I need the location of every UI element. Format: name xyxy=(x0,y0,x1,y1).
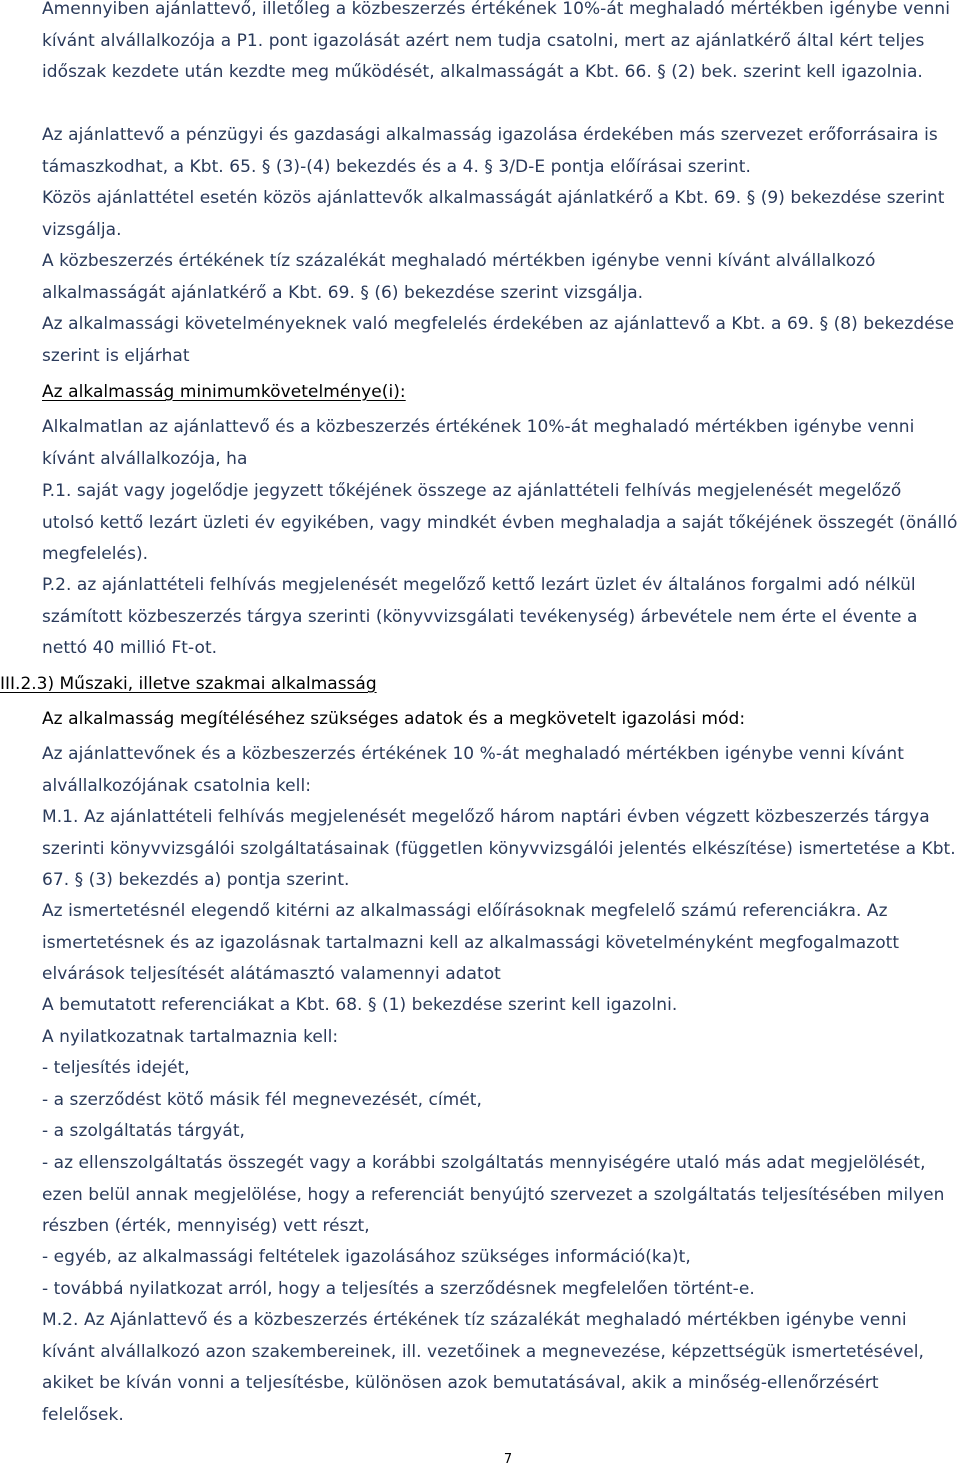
paragraph-unfit: Alkalmatlan az ajánlattevő és a közbeszerzés értékének 10%-át meghaladó mértékben igénybe venni kívánt alvállalkozója, ha xyxy=(42,417,915,469)
list-item: - teljesítés idejét, xyxy=(42,1058,190,1078)
paragraph-references: Az ismertetésnél elegendő kitérni az alkalmassági előírásoknak megfelelő számú referenciákra. Az ismertetésnek és az igazolásnak tartalmazni kell az alkalmassági követelményként megfogalmazott elvárások teljesítését alátámasztó valamennyi adatot xyxy=(42,901,900,984)
paragraph-m2: M.2. Az Ajánlattevő és a közbeszerzés értékének tíz százalékát meghaladó mértékben igénybe venni kívánt alvállalkozó azon szakembereinek, ill. vezetőinek a megnevezése, képzettségük ismertetésével, akiket be kíván vonni a teljesítésbe, különösen azok bemutatásával, akik a minőség-ellenőrzésért felelősek. xyxy=(42,1310,924,1425)
min-requirements-heading-text: Az alkalmasság minimumkövetelménye(i): xyxy=(42,382,406,402)
paragraph-must-attach: Az ajánlattevőnek és a közbeszerzés értékének 10 %-át meghaladó mértékben igénybe venni kívánt alvállalkozójának csatolnia kell: xyxy=(42,744,904,796)
paragraph-declaration-intro: A nyilatkozatnak tartalmaznia kell: xyxy=(42,1027,339,1047)
paragraph-compliance: Az alkalmassági követelményeknek való megfelelés érdekében az ajánlattevő a Kbt. a 69. § (8) bekezdése szerint is eljárhat xyxy=(42,314,955,366)
paragraph-resources: Az ajánlattevő a pénzügyi és gazdasági alkalmasság igazolása érdekében más szervezet erőforrásaira is támaszkodhat, a Kbt. 65. § (3)-(4) bekezdés és a 4. § 3/D-E pontja előírásai szerint. xyxy=(42,125,938,177)
list-item: - egyéb, az alkalmassági feltételek igazolásához szükséges információ(ka)t, xyxy=(42,1247,691,1267)
min-requirements-heading xyxy=(42,377,958,409)
section-title-text: III.2.3) Műszaki, illetve szakmai alkalmasság xyxy=(0,674,377,694)
section-title xyxy=(0,669,377,701)
paragraph-late-start: Amennyiben ajánlattevő, illetőleg a közbeszerzés értékének 10%-át meghaladó mértékben igénybe venni kívánt alvállalkozója a P1. pont igazolását azért nem tudja csatolni, mert az ajánlatkérő által kért teljes időszak kezdete után kezdte meg működését, alkalmasságát a Kbt. 66. § (2) bek. szerint kell igazolnia. xyxy=(42,0,951,82)
page-number: 7 xyxy=(503,1452,513,1467)
list-item: - továbbá nyilatkozat arról, hogy a teljesítés a szerződésnek megfelelően történt-e. xyxy=(42,1279,755,1299)
list-item: - a szerződést kötő másik fél megnevezését, címét, xyxy=(42,1090,482,1110)
paragraph-m1: M.1. Az ajánlattételi felhívás megjelenését megelőző három naptári évben végzett közbeszerzés tárgya szerinti könyvvizsgálói szolgáltatásainak (független könyvvizsgálói jelentés elkészítése) ismertetése a Kbt. 67. § (3) bekezdés a) pontja szerint. xyxy=(42,807,956,890)
paragraph-p1: P.1. saját vagy jogelődje jegyzett tőkéjének összege az ajánlattételi felhívás megjelenését megelőző utolsó kettő lezárt üzleti év egyikében, vagy mindkét évben meghaladja a saját tőkéjének összegét (önálló megfelelés). xyxy=(42,481,958,564)
list-item: - az ellenszolgáltatás összegét vagy a korábbi szolgáltatás mennyiségére utaló más adat megjelölését, ezen belül annak megjelölése, hogy a referenciát benyújtó szervezet a szolgáltatás teljesítésében milyen részben (érték, mennyiség) vett részt, xyxy=(42,1153,945,1236)
paragraph-joint-tender: Közös ajánlattétel esetén közös ajánlattevők alkalmasságát ajánlatkérő a Kbt. 69. § (9) bekezdése szerint vizsgálja. xyxy=(42,188,945,240)
data-requirements-heading: Az alkalmasság megítéléséhez szükséges adatok és a megkövetelt igazolási mód: xyxy=(42,709,746,729)
list-item: - a szolgáltatás tárgyát, xyxy=(42,1121,245,1141)
paragraph-p2: P.2. az ajánlattételi felhívás megjelenését megelőző kettő lezárt üzlet év általános forgalmi adó nélkül számított közbeszerzés tárgya szerinti (könyvvizsgálati tevékenység) árbevétele nem érte el évente a nettó 40 millió Ft-ot. xyxy=(42,575,918,658)
paragraph-certify-references: A bemutatott referenciákat a Kbt. 68. § (1) bekezdése szerint kell igazolni. xyxy=(42,995,678,1015)
paragraph-subcontractor: A közbeszerzés értékének tíz százalékát meghaladó mértékben igénybe venni kívánt alvállalkozó alkalmasságát ajánlatkérő a Kbt. 69. § (6) bekezdése szerint vizsgálja. xyxy=(42,251,876,303)
